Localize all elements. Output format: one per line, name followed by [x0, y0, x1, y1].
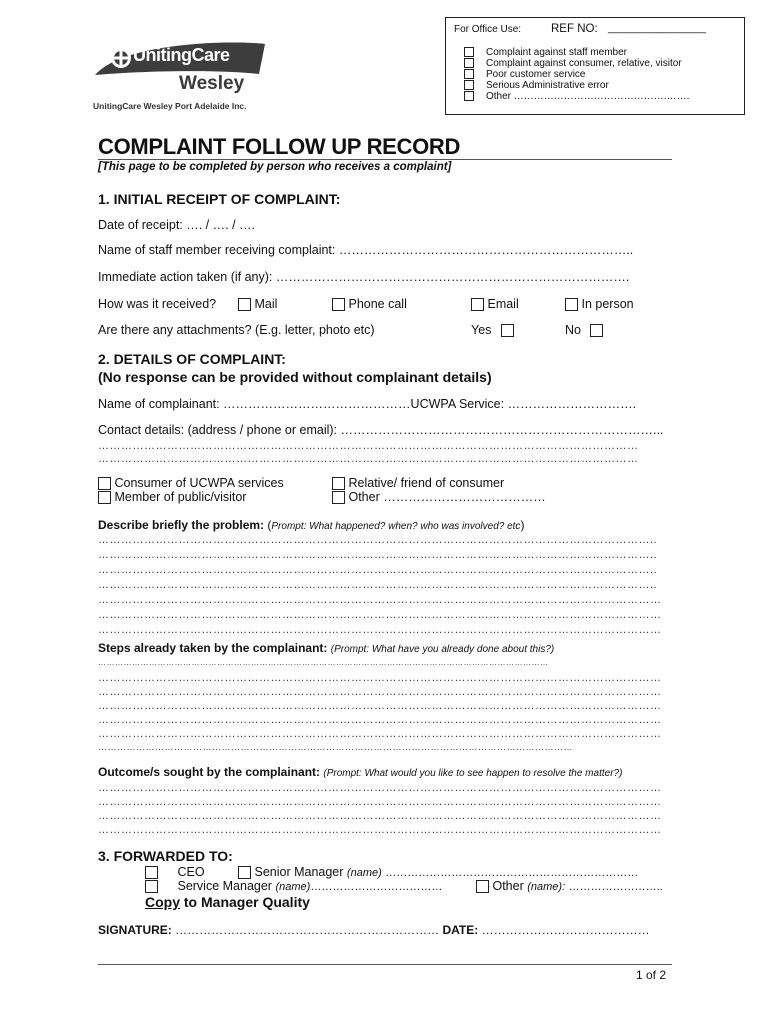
how-received-label: How was it received? [98, 297, 217, 311]
other-name-hint: (name): [527, 881, 566, 893]
contact-details-field[interactable]: Contact details: (address / phone or email): …………………………………………………………………... [98, 423, 664, 437]
no-checkbox[interactable] [590, 324, 603, 337]
signature-label: SIGNATURE: [98, 923, 172, 937]
ceo-checkbox[interactable] [145, 866, 158, 879]
forward-service-manager[interactable] [145, 879, 442, 893]
forward-other[interactable] [476, 879, 663, 893]
steps-line[interactable]: ………………………………………………………………………………………………………………………………… [98, 728, 662, 740]
date-field[interactable]: …………………………………… [481, 923, 650, 937]
no-label: No [565, 323, 581, 337]
describe-paren-open: ( [267, 518, 272, 532]
attachments-no[interactable] [565, 323, 603, 337]
copy-to-manager-quality [145, 894, 310, 910]
logo [93, 40, 268, 100]
date-label: DATE: [442, 923, 479, 937]
date-of-receipt-field[interactable]: Date of receipt: …. / …. / …. [98, 218, 255, 232]
attachments-label: Are there any attachments? (E.g. letter, photo etc) [98, 323, 375, 337]
mail-checkbox[interactable] [238, 298, 251, 311]
type-consumer[interactable] [98, 476, 284, 490]
office-item-consumer: Complaint against consumer, relative, visitor [486, 58, 682, 69]
relative-checkbox[interactable] [332, 477, 345, 490]
contact-line[interactable]: …………………………………………………………………………………………………………………………… [98, 440, 639, 452]
consumer-label: Consumer of UCWPA services [114, 476, 284, 490]
describe-title: Describe briefly the problem: [98, 518, 265, 532]
office-item-admin: Serious Administrative error [486, 80, 609, 91]
yes-checkbox[interactable] [501, 324, 514, 337]
immediate-action-field[interactable]: Immediate action taken (if any): …………………………………………………………………………. [98, 270, 630, 284]
option-phone[interactable] [332, 297, 407, 311]
copy-word: Copy [145, 894, 180, 910]
option-mail[interactable] [238, 297, 277, 311]
contact-line[interactable]: …………………………………………………………………………………………………………………………… [98, 453, 639, 465]
steps-taken-label [98, 641, 554, 655]
forward-ceo[interactable] [145, 865, 205, 879]
copy-rest: to Manager Quality [183, 894, 310, 910]
staff-name-field[interactable]: Name of staff member receiving complaint: …………………………………………………………….. [98, 243, 634, 257]
phone-label: Phone call [348, 297, 407, 311]
describe-problem-label [98, 518, 524, 532]
consumer-checkbox[interactable] [98, 477, 111, 490]
title-divider [98, 159, 672, 160]
senior-name-field[interactable]: …………………………………………………………… [385, 867, 639, 879]
logo-uniting: UnitingCare [133, 45, 230, 65]
service-name-field[interactable]: ……………………………… [310, 881, 443, 893]
describe-line[interactable]: ……………………………………………………………………………………………………………………………….. [98, 534, 658, 546]
page-title: COMPLAINT FOLLOW UP RECORD [98, 134, 461, 159]
section2-heading: 2. DETAILS OF COMPLAINT: [98, 351, 286, 367]
steps-line[interactable]: ………………………………………………………………………………………………………………………………… [98, 714, 662, 726]
outcome-line[interactable]: ………………………………………………………………………………………………………………………………… [98, 810, 662, 822]
relative-label: Relative/ friend of consumer [348, 476, 505, 490]
page-number: 1 of 2 [636, 968, 667, 982]
signature-field[interactable]: ………………………………………………………… [175, 923, 440, 937]
office-checkbox-service[interactable] [464, 69, 474, 79]
mail-label: Mail [254, 297, 278, 311]
outcome-prompt: (Prompt: What would you like to see happen to resolve the matter?) [323, 768, 623, 779]
outcome-sought-label [98, 765, 622, 779]
section3-heading: 3. FORWARDED TO: [98, 848, 233, 864]
steps-line[interactable]: ………………………………………………………………………………………………………………………………… [98, 700, 662, 712]
page-subtitle: [This page to be completed by person who receives a complaint] [98, 161, 452, 173]
email-checkbox[interactable] [471, 298, 484, 311]
other-type-label: Other ………………………………… [348, 490, 546, 504]
describe-line[interactable]: ……………………………………………………………………………………………………………………………….. [98, 579, 658, 591]
logo-org-name: UnitingCare Wesley Port Adelaide Inc. [93, 101, 247, 111]
describe-line[interactable]: ……………………………………………………………………………………………………………………………….. [98, 549, 658, 561]
steps-title: Steps already taken by the complainant: [98, 641, 328, 655]
steps-prompt: (Prompt: What have you already done about this?) [330, 644, 555, 655]
option-in-person[interactable] [565, 297, 634, 311]
outcome-line[interactable]: ………………………………………………………………………………………………………………………………… [98, 782, 662, 794]
describe-line[interactable]: ………………………………………………………………………………………………………………………………… [98, 624, 662, 636]
service-manager-checkbox[interactable] [145, 880, 158, 893]
steps-line[interactable]: ………………………………………………………………………………………………………………………………… [98, 686, 662, 698]
in-person-checkbox[interactable] [565, 298, 578, 311]
senior-manager-label: Senior Manager [254, 865, 344, 879]
senior-manager-checkbox[interactable] [238, 866, 251, 879]
outcome-title: Outcome/s sought by the complainant: [98, 765, 321, 779]
office-use-label: For Office Use: [454, 24, 522, 35]
office-item-staff: Complaint against staff member [486, 47, 627, 58]
office-item-other: Other ……………………………………….……. [486, 91, 690, 102]
logo-wesley: Wesley [179, 73, 245, 94]
type-relative[interactable] [332, 476, 504, 490]
footer-divider [98, 964, 672, 965]
outcome-line[interactable]: ………………………………………………………………………………………………………………………………… [98, 824, 662, 836]
other-forward-label: Other [492, 879, 524, 893]
in-person-label: In person [581, 297, 634, 311]
attachments-yes[interactable] [471, 323, 514, 337]
public-label: Member of public/visitor [114, 490, 247, 504]
type-other[interactable] [332, 490, 546, 504]
email-label: Email [487, 297, 519, 311]
steps-line[interactable]: …………………………………………………………………………………………………………………………………………… [98, 658, 549, 667]
office-checkbox-consumer[interactable] [464, 58, 474, 68]
describe-prompt: Prompt: What happened? when? who was involved? etc [271, 521, 521, 532]
describe-line[interactable]: ………………………………………………………………………………………………………………………………… [98, 609, 662, 621]
ref-no-label: REF NO: [551, 23, 598, 35]
other-name-field[interactable]: …………………….. [568, 881, 663, 893]
ref-no-field[interactable]: ________________ [608, 22, 706, 34]
office-item-service: Poor customer service [486, 69, 586, 80]
office-checkbox-admin[interactable] [464, 80, 474, 90]
steps-line[interactable]: ………………………………………………………………………………………………………………………………… [98, 672, 662, 684]
yes-label: Yes [471, 323, 492, 337]
office-checkbox-other[interactable] [464, 91, 474, 101]
complainant-name-field[interactable]: Name of complainant: ………………………………………UCWPA Service: …………………………. [98, 397, 637, 411]
section2-subheading: (No response can be provided without complainant details) [98, 369, 492, 385]
service-name-hint: (name) [275, 881, 311, 893]
other-type-checkbox[interactable] [332, 491, 345, 504]
option-email[interactable] [471, 297, 519, 311]
signature-row [98, 923, 650, 937]
steps-line[interactable]: …………………………………………………………………………………………………………………………………… [98, 742, 573, 752]
office-use-box [445, 17, 745, 115]
type-public[interactable] [98, 490, 246, 504]
other-forward-checkbox[interactable] [476, 880, 489, 893]
public-checkbox[interactable] [98, 491, 111, 504]
section1-heading: 1. INITIAL RECEIPT OF COMPLAINT: [98, 191, 341, 207]
describe-line[interactable]: ……………………………………………………………………………………………………………………………….. [98, 564, 658, 576]
service-manager-label: Service Manager [177, 879, 272, 893]
phone-checkbox[interactable] [332, 298, 345, 311]
describe-line[interactable]: ………………………………………………………………………………………………………………………………… [98, 594, 662, 606]
forward-senior-manager[interactable] [238, 865, 638, 879]
ceo-label: CEO [177, 865, 205, 879]
outcome-line[interactable]: ………………………………………………………………………………………………………………………………… [98, 796, 662, 808]
describe-paren-close: ) [520, 518, 525, 532]
senior-name-hint: (name) [346, 867, 382, 879]
office-checkbox-staff[interactable] [464, 47, 474, 57]
